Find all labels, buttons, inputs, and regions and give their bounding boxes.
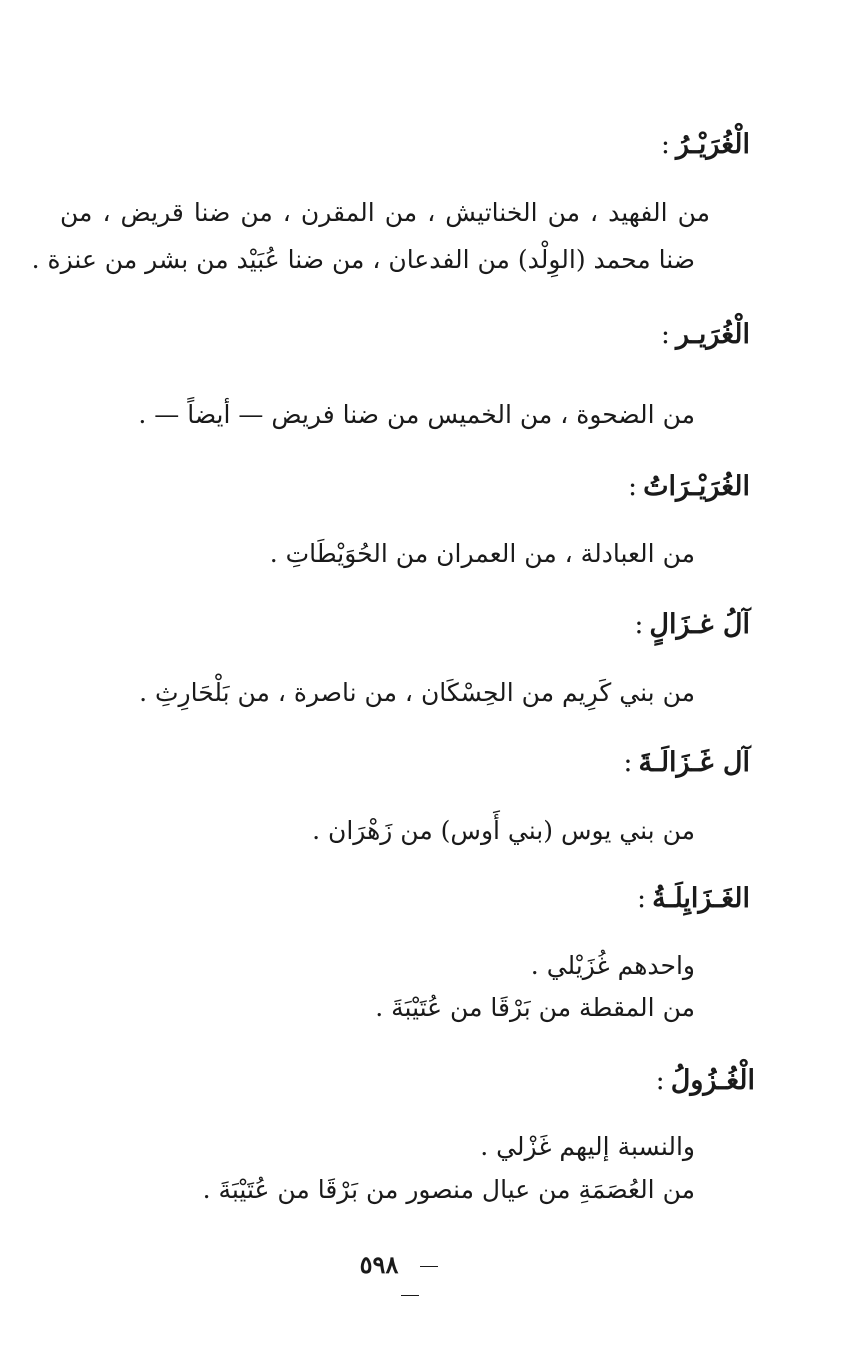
entry-text-line: من العُصَمَةِ من عيال منصور من بَرْقَا من عُتَيْبَةَ . bbox=[202, 1175, 695, 1204]
entry-title: الغَـزَايِلَـةُ bbox=[652, 883, 750, 914]
entry-heading bbox=[628, 470, 750, 504]
dash-left bbox=[420, 1266, 438, 1267]
entry-text-line: من الضحوة ، من الخميس من ضنا فريض — أيضاً — . bbox=[138, 400, 695, 429]
entry-text-line: ضنا محمد (الوِلْد) من الفدعان ، من ضنا عُبَيْد من بشر من عنزة . bbox=[31, 245, 695, 274]
entry-heading bbox=[637, 882, 750, 916]
entry-heading bbox=[634, 608, 750, 642]
entry-text-line: من العبادلة ، من العمران من الحُوَيْطَاتِ . bbox=[269, 539, 695, 568]
colon: : bbox=[660, 319, 671, 350]
page-number-footer bbox=[330, 1250, 490, 1308]
colon: : bbox=[634, 609, 644, 640]
entry-title: آل غَـزَالَـةَ bbox=[638, 747, 750, 778]
entry-text-line: من بني يوس (بني أَوس) من زَهْرَان . bbox=[312, 816, 695, 845]
colon: : bbox=[655, 1065, 665, 1096]
entry-title: الْغُـزُولُ bbox=[670, 1065, 755, 1096]
dash-right bbox=[401, 1295, 419, 1296]
entry-title: الغُرَيْـرَاتُ bbox=[643, 471, 750, 502]
page-number: ٥٩٨ bbox=[359, 1250, 399, 1279]
entry-title: آلُ غـزَالٍ bbox=[649, 609, 750, 640]
entry-heading bbox=[661, 318, 750, 352]
colon: : bbox=[627, 471, 638, 502]
entry-title: الْغُرَيْـرُ bbox=[676, 129, 750, 160]
colon: : bbox=[636, 883, 647, 914]
entry-text-line: والنسبة إليهم غَزْلي . bbox=[480, 1132, 695, 1161]
entry-heading bbox=[656, 1064, 755, 1098]
colon: : bbox=[660, 129, 671, 160]
entry-heading bbox=[623, 746, 750, 780]
entry-text-line: من الفهيد ، من الخناتيش ، من المقرن ، من ضنا قريض ، من bbox=[60, 198, 710, 227]
entry-text-line: من المقطة من بَرْقَا من عُتَيْبَةَ . bbox=[375, 993, 695, 1022]
entry-heading bbox=[661, 128, 750, 162]
entry-text-line: من بني كَرِيم من الحِسْكَان ، من ناصرة ، من بَلْحَارِثِ . bbox=[139, 678, 695, 707]
entry-text-line: واحدهم غُزَيْلي . bbox=[530, 951, 695, 980]
entry-title: الْغُرَيـر bbox=[676, 319, 750, 350]
colon: : bbox=[623, 747, 633, 778]
